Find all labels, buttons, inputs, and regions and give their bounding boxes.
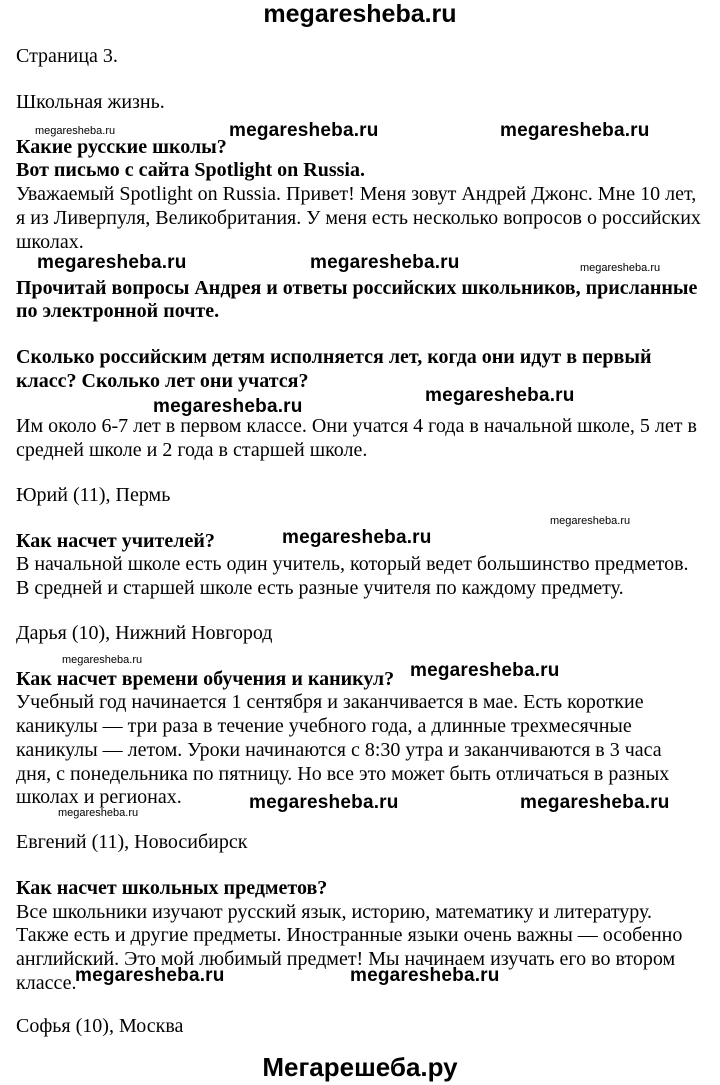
watermark-small: megaresheba.ru: [58, 807, 139, 819]
answer-line: классе.: [16, 972, 77, 994]
watermark: megaresheba.ru: [500, 120, 650, 141]
watermark: megaresheba.ru: [37, 252, 187, 273]
instruction-line: Прочитай вопросы Андрея и ответы российских школьников, присланные: [16, 277, 698, 299]
question-line: Сколько российским детям исполняется лет, когда они идут в первый: [16, 346, 652, 368]
section-title: Школьная жизнь.: [16, 91, 165, 113]
article-title: Какие русские школы?: [16, 136, 227, 158]
watermark: megaresheba.ru: [249, 792, 399, 813]
watermark: megaresheba.ru: [410, 660, 560, 681]
watermark-small: megaresheba.ru: [550, 515, 631, 527]
answer-line: Также есть и другие предметы. Иностранные языки очень важны — особенно: [16, 924, 683, 946]
answer-line: каникулы — три раза в течение учебного года, а длинные трехмесячные: [16, 715, 632, 737]
watermark: megaresheba.ru: [350, 965, 500, 986]
question-line: Как насчет времени обучения и каникул?: [16, 668, 395, 690]
watermark: megaresheba.ru: [153, 396, 303, 417]
answer-line: Учебный год начинается 1 сентября и заканчивается в мае. Есть короткие: [16, 691, 644, 713]
question-line: Как насчет учителей?: [16, 530, 215, 552]
question-line: Как насчет школьных предметов?: [16, 877, 328, 899]
article-subtitle: Вот письмо с сайта Spotlight on Russia.: [16, 159, 365, 181]
letter-line: школах.: [16, 231, 84, 253]
answer-line: В средней и старшей школе есть разные учителя по каждому предмету.: [16, 577, 624, 599]
letter-line: я из Ливерпуля, Великобритания. У меня есть несколько вопросов о российских: [16, 207, 701, 229]
answer-line: каникулы — летом. Уроки начинаются с 8:30 утра и заканчиваются в 3 часа: [16, 739, 662, 761]
watermark: megaresheba.ru: [75, 965, 225, 986]
answer-author: Софья (10), Москва: [16, 1015, 184, 1037]
answer-line: Все школьники изучают русский язык, историю, математику и литературу.: [16, 901, 653, 923]
answer-line: В начальной школе есть один учитель, который ведет большинство предметов.: [16, 553, 689, 575]
watermark: megaresheba.ru: [425, 385, 575, 406]
page-label: Страница 3.: [16, 45, 118, 67]
watermark: megaresheba.ru: [229, 120, 379, 141]
answer-author: Юрий (11), Пермь: [16, 484, 171, 506]
letter-line: Уважаемый Spotlight on Russia. Привет! Меня зовут Андрей Джонс. Мне 10 лет,: [16, 183, 697, 205]
watermark-small: megaresheba.ru: [35, 125, 116, 137]
answer-line: школах и регионах.: [16, 786, 182, 808]
answer-line: английский. Это мой любимый предмет! Мы начинаем изучать его во втором: [16, 948, 676, 970]
watermark: megaresheba.ru: [282, 527, 432, 548]
answer-author: Дарья (10), Нижний Новгород: [16, 622, 273, 644]
question-line: класс? Сколько лет они учатся?: [16, 370, 309, 392]
watermark-small: megaresheba.ru: [580, 262, 661, 274]
answer-author: Евгений (11), Новосибирск: [16, 831, 248, 853]
watermark: megaresheba.ru: [520, 792, 670, 813]
instruction-line: по электронной почте.: [16, 300, 220, 322]
watermark: megaresheba.ru: [310, 252, 460, 273]
answer-line: Им около 6-7 лет в первом классе. Они учатся 4 года в начальной школе, 5 лет в: [16, 415, 697, 437]
footer-site: Мегарешеба.ру: [262, 1052, 458, 1082]
answer-line: дня, с понедельника по пятницу. Но все это может быть отличаться в разных: [16, 763, 670, 785]
watermark-small: megaresheba.ru: [62, 654, 143, 666]
header-site: megaresheba.ru: [263, 0, 457, 28]
answer-line: средней школе и 2 года в старшей школе.: [16, 439, 368, 461]
